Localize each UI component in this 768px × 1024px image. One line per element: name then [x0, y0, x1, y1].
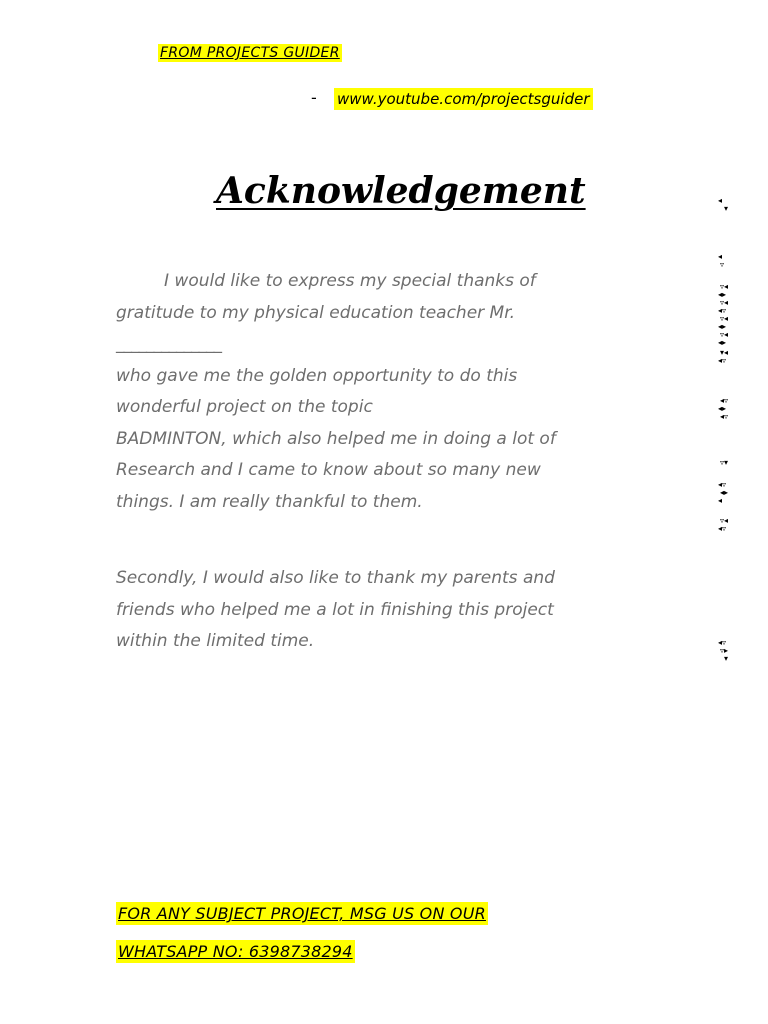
arrow-icon: ◂▿	[720, 412, 729, 421]
arrow-icon: ▾	[724, 204, 729, 213]
page-title: Acknowledgement	[216, 170, 586, 212]
paragraph-2-line: friends who helped me a lot in finishing this project	[116, 599, 554, 620]
paragraph-2-line: within the limited time.	[116, 631, 315, 651]
footer-contact-line-1: FOR ANY SUBJECT PROJECT, MSG US ON OUR	[118, 904, 486, 923]
paragraph-1-line: wonderful project on the topic	[116, 397, 373, 417]
arrow-icon: ◂▿	[718, 524, 727, 533]
arrow-icon: ◂▿	[718, 480, 727, 489]
arrow-icon: ◂	[718, 252, 723, 261]
arrow-icon: ◂▸	[718, 338, 727, 347]
arrow-icon: ◂▸	[718, 290, 727, 299]
teacher-name-blank: ______________	[116, 334, 221, 354]
arrow-icon: ▾	[724, 654, 729, 663]
arrow-icon: ▿◂	[720, 298, 729, 307]
paragraph-1-line: Research and I came to know about so many new	[116, 460, 541, 480]
arrow-icon: ▿▸	[720, 646, 729, 655]
arrow-icon: ▿◂	[720, 330, 729, 339]
arrow-icon: ▿◂	[720, 314, 729, 323]
paragraph-2	[116, 563, 636, 658]
arrow-icon: ◂▿	[718, 306, 727, 315]
arrow-icon: ◂▿	[720, 396, 729, 405]
arrow-icon: ◂▸	[718, 404, 727, 413]
paragraph-1-line: I would like to express my special thanks of	[164, 271, 536, 291]
youtube-url-link[interactable]: www.youtube.com/projectsguider	[334, 88, 593, 110]
arrow-icon: ◂▿	[718, 356, 727, 365]
arrow-icon: ◂	[718, 196, 723, 205]
paragraph-1-line: gratitude to my physical education teacher Mr.	[116, 302, 516, 323]
arrow-icon: ▿◂	[720, 282, 729, 291]
arrow-icon: ▾◂	[720, 348, 729, 357]
url-dash: -	[311, 88, 317, 107]
footer-whatsapp-line[interactable]: WHATSAPP NO: 6398738294	[118, 942, 353, 961]
arrow-icon: ▿	[720, 260, 725, 269]
paragraph-1-line: who gave me the golden opportunity to do this	[116, 365, 518, 386]
arrow-icon: ◂▿	[718, 638, 727, 647]
from-projects-guider-label: FROM PROJECTS GUIDER	[160, 45, 340, 61]
paragraph-1	[116, 266, 636, 518]
margin-arrow-decoration	[714, 190, 744, 670]
paragraph-1-line: BADMINTON, which also helped me in doing a lot of	[116, 428, 556, 449]
arrow-icon: ▿◂	[720, 516, 729, 525]
paragraph-2-line: Secondly, I would also like to thank my parents and	[116, 568, 555, 588]
arrow-icon: ▿▾	[720, 458, 729, 467]
arrow-icon: ◂▸	[718, 322, 727, 331]
arrow-icon: ◂	[718, 496, 723, 505]
arrow-icon: ◂▸	[720, 488, 729, 497]
paragraph-1-line: things. I am really thankful to them.	[116, 491, 423, 512]
